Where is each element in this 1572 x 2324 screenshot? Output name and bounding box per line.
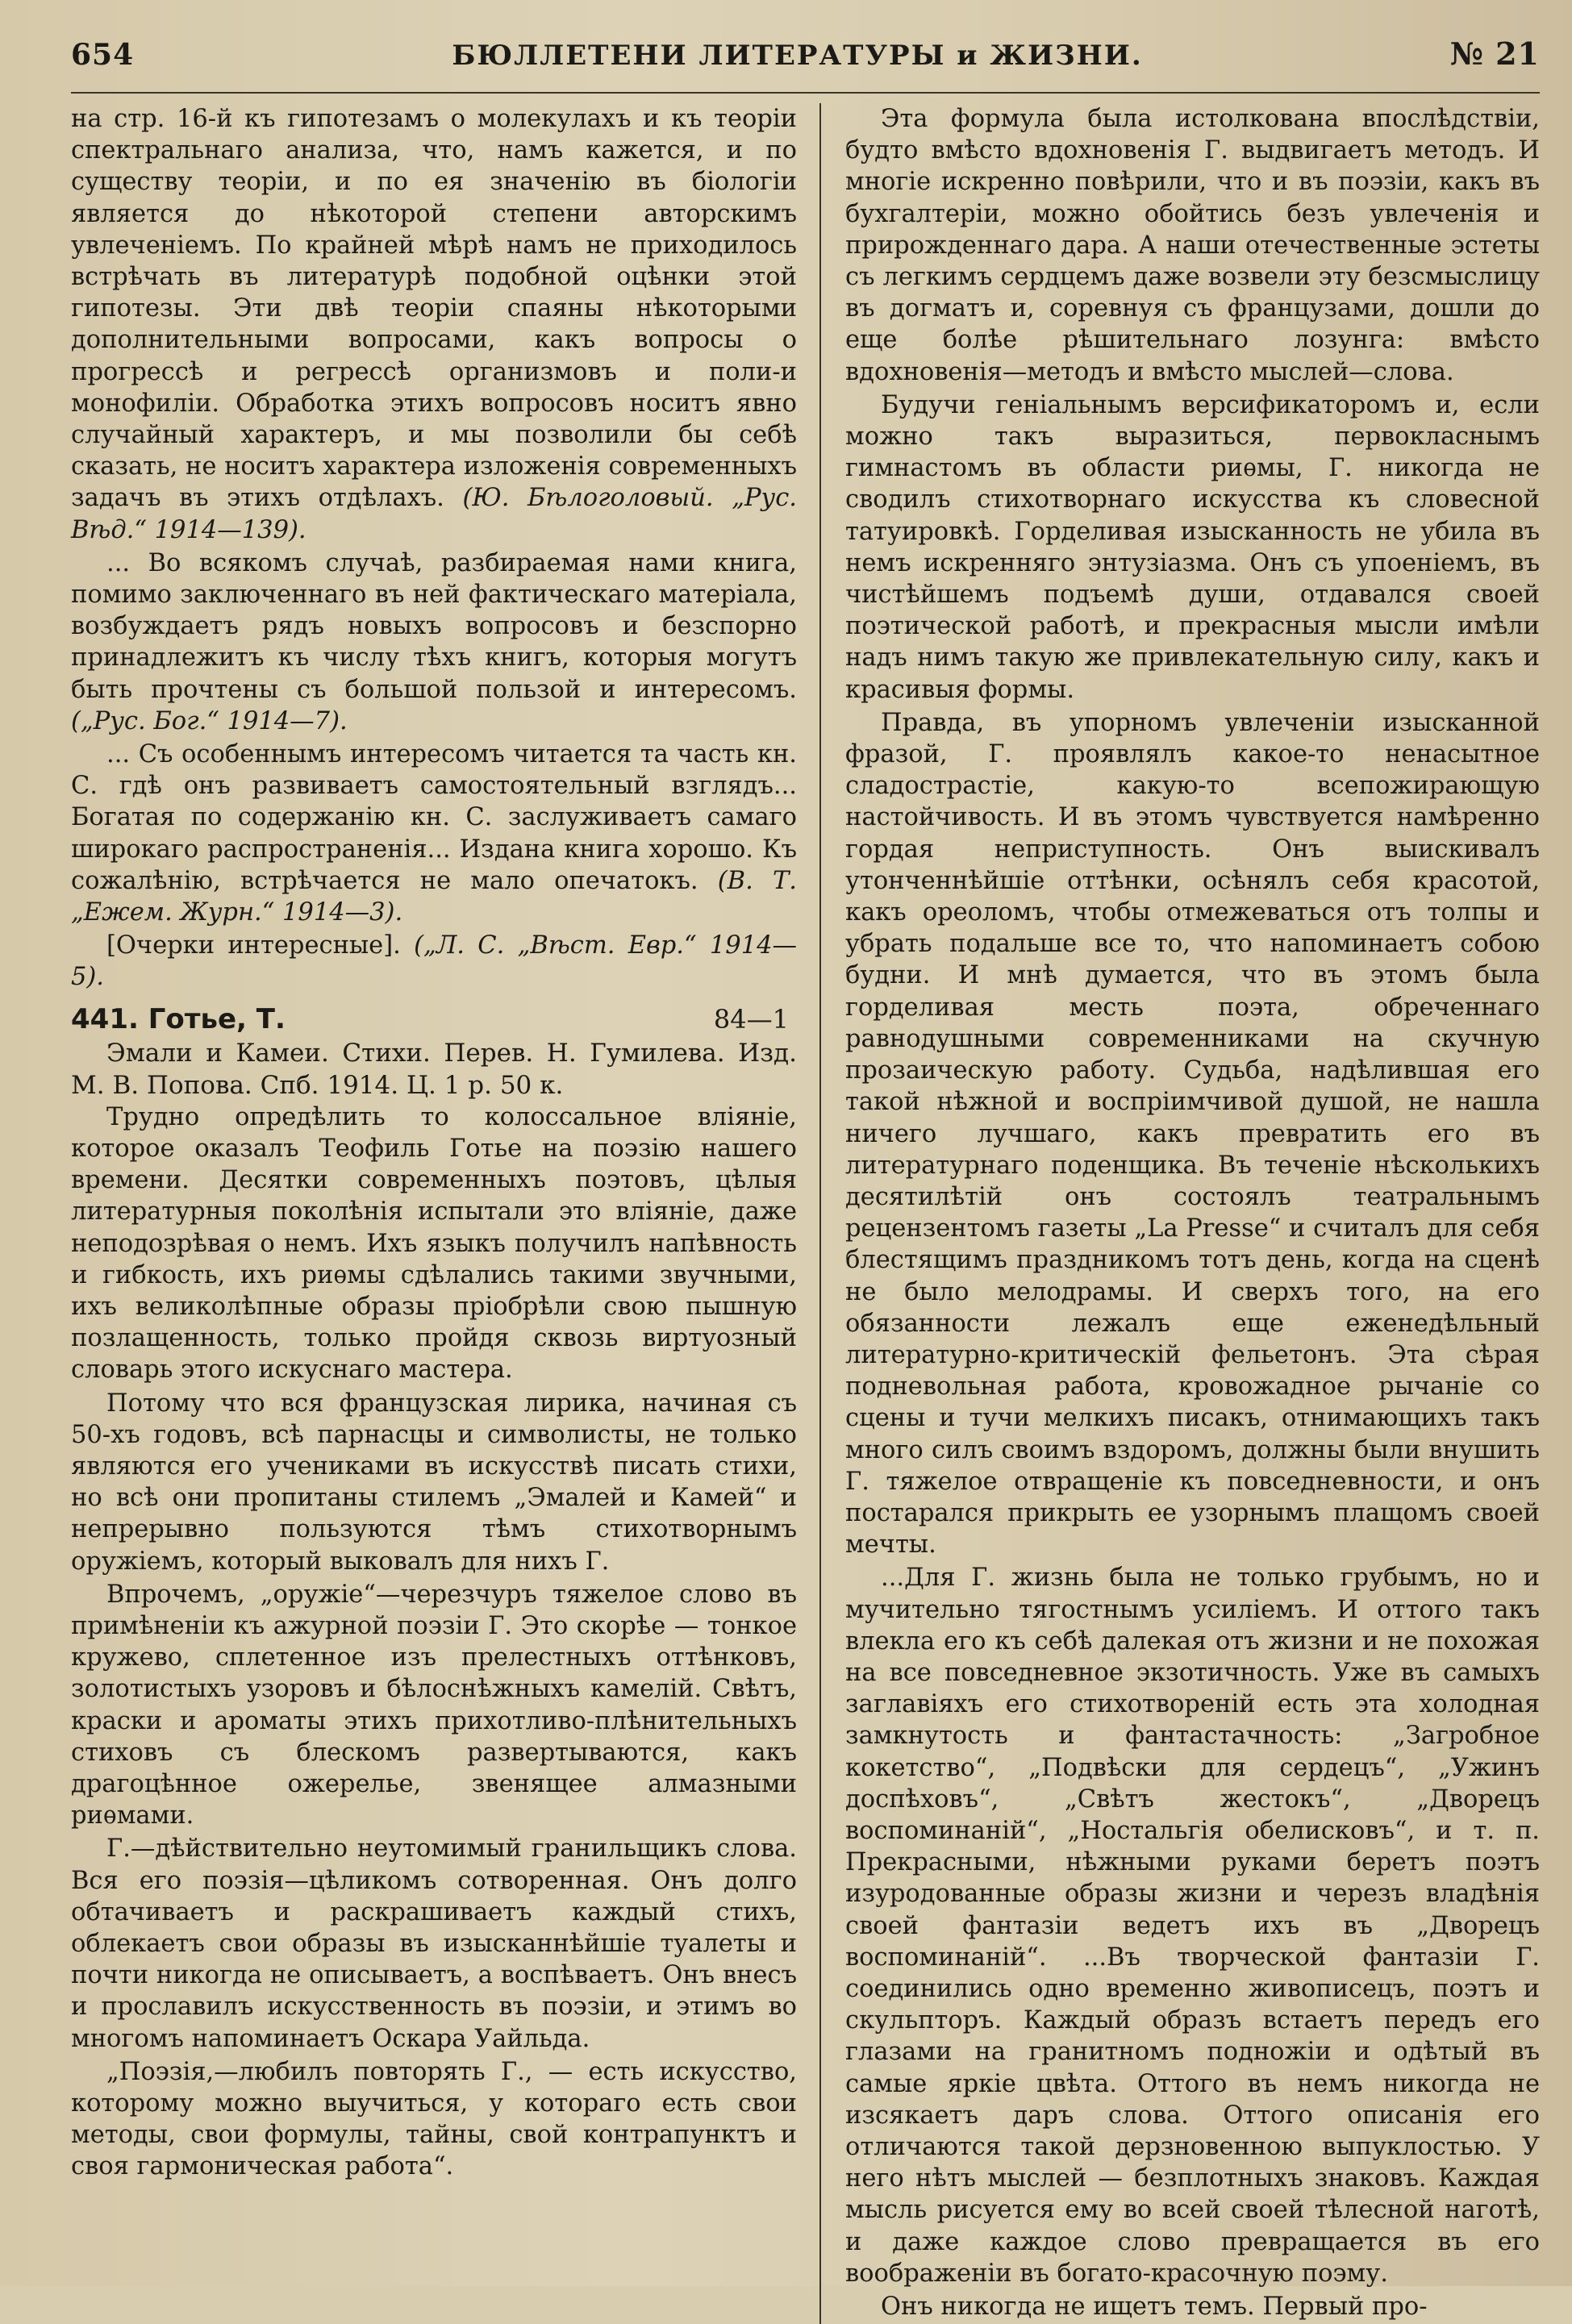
right-column [821,103,1540,2324]
entry-classification-code: 84—1 [713,1003,789,1035]
review-source: („Л. С. „Вѣст. Евр.“ 1914—5). [71,931,797,992]
entry-paragraph: Правда, въ упорномъ увлеченіи изысканной фразой, Г. проявлялъ какое-то ненасытное сладострастіе, какую-то всепожирающую настойчивость. И въ этомъ чувствуется намѣренно гордая неприступность. Онъ выискивалъ утонченнѣйшіе оттѣнки, осѣнялъ себя красотой, какъ ореоломъ, чтобы отмежеваться отъ толпы и убрать подальше все то, что напоминаетъ собою будни. И мнѣ думается, что въ этомъ была горделивая месть поэта, обреченнаго равнодушными современниками на скучную прозаическую работу. Судьба, надѣлившая его такой нѣжной и воспріимчивой душой, не нашла ничего лучшаго, какъ превратить его въ литературнаго поденщика. Въ теченіе нѣсколькихъ десятилѣтій онъ состоялъ театральнымъ рецензентомъ газеты „La Presse“ и считалъ для себя блестящимъ праздникомъ тотъ день, когда на сценѣ не было мелодрамы. И сверхъ того, на его обязанности лежалъ еще еженедѣльный литературно-критическій фельетонъ. Эта сѣрая подневольная работа, кровожадное рычаніе со сцены и тучи мелкихъ писакъ, отнимающихъ такъ много силъ своимъ вздоромъ, должны были внушить Г. тяжелое отвращеніе къ повседневности, и онъ постарался прикрыть ее узорнымъ плащомъ своей мечты. [845,708,1541,1560]
review-source: (Ю. Бѣлоголовый. „Рус. Вѣд.“ 1914—139). [71,484,797,544]
review-paragraph: [Очерки интересные]. („Л. С. „Вѣст. Евр.“ 1914—5). [71,931,797,992]
entry-paragraph: Г.—дѣйствительно неутомимый гранильщикъ слова. Вся его поэзія—цѣликомъ сотворенная. Онъ долго обтачиваетъ и раскрашиваетъ каждый стихъ, облекаетъ свои образы въ изысканнѣйшіе туалеты и почти никогда не описываетъ, а воспѣваетъ. Онъ внесъ и прославилъ искусственность въ поэзіи, и этимъ во многомъ напоминаетъ Оскара Уайльда. [71,1835,797,2053]
entry-paragraph: Трудно опредѣлить то колоссальное вліяніе, которое оказалъ Теофиль Готье на поэзію нашего времени. Десятки современныхъ поэтовъ, цѣлыя литературныя поколѣнія испытали это вліяніе, даже неподозрѣвая о немъ. Ихъ языкъ получилъ напѣвность и гибкость, ихъ риѳмы сдѣлались такими звучными, ихъ великолѣпные образы пріобрѣли свою пышную позлащенность, только пройдя сквозь виртуозный словарь этого искуснаго мастера. [71,1102,797,1385]
entry-paragraph: ...Для Г. жизнь была не только грубымъ, но и мучительно тягостнымъ усиліемъ. И оттого такъ влекла его къ себѣ далекая отъ жизни и не похожая на все повседневное экзотичность. Уже въ самыхъ заглавіяхъ его стихотвореній есть эта холодная замкнутость и фантастачность: „Загробное кокетство“, „Подвѣски для сердецъ“, „Ужинъ доспѣховъ“, „Свѣтъ жестокъ“, „Дворецъ воспоминаній“, „Ностальгія обелисковъ“, и т. п. Прекрасными, нѣжными руками беретъ поэтъ изуродованные образы жизни и черезъ владѣнія своей фантазіи ведетъ ихъ въ „Дворецъ воспоминаній“. ...Въ творческой фантазіи Г. соединились одно временно живописецъ, поэтъ и скульпторъ. Каждый образъ встаетъ передъ его глазами на гранитномъ подножіи и одѣтый въ самые яркіе цвѣта. Оттого въ немъ никогда не изсякаетъ даръ слова. Оттого описанія его отличаются такой дерзновенною выпуклостью. У него нѣтъ мыслей — безплотныхъ знаковъ. Каждая мысль рисуется ему во всей своей тѣлесной наготѣ, и даже каждое слово превращается въ его воображеніи въ богато-красочную поэму. [845,1564,1540,2288]
entry-paragraph: Эта формула была истолкована впослѣдствіи, будто вмѣсто вдохновенія Г. выдвигаетъ методъ. И многіе искренно повѣрили, что и въ поэзіи, какъ въ бухгалтеріи, можно обойтись безъ увлеченія и прирожденнаго дара. А наши отечественные эстеты съ легкимъ сердцемъ даже возвели эту безсмыслицу въ догматъ и, соревнуя съ французами, дошли до еще болѣе рѣшительнаго лозунга: вмѣсто вдохновенія—методъ и вмѣсто мыслей—слова. [845,105,1540,386]
review-paragraph: ... Съ особеннымъ интересомъ читается та часть кн. С. гдѣ онъ развиваетъ самостоятельный взглядъ... Богатая по содержанію кн. С. заслуживаетъ самаго широкаго распространенія... Издана книга хорошо. Къ сожалѣнію, встрѣчается не мало опечатокъ. (В. Т. „Ежем. Журн.“ 1914—3). [71,740,797,927]
left-column [71,103,821,2324]
entry-heading [71,1002,797,1037]
review-source: (В. Т. „Ежем. Журн.“ 1914—3). [71,866,797,927]
entry-bibliography: Эмали и Камеи. Стихи. Перев. Н. Гумилева. Изд. М. В. Попова. Спб. 1914. Ц. 1 р. 50 к. [71,1038,797,1100]
text-columns [71,103,1540,2324]
entry-paragraph: Потому что вся французская лирика, начиная съ 50-хъ годовъ, всѣ парнасцы и символисты, не только являются его учениками въ искусствѣ писать стихи, но всѣ они пропитаны стилемъ „Эмалей и Камей“ и непрерывно пользуются тѣмъ стихотворнымъ оружіемъ, который выковалъ для нихъ Г. [71,1389,797,1576]
entry-paragraph: Будучи геніальнымъ версификаторомъ и, если можно такъ выразиться, первокласнымъ гимнастомъ въ области риѳмы, Г. никогда не сводилъ стихотворнаго искусства къ словесной татуировкѣ. Горделивая изысканность не убила въ немъ искренняго энтузіазма. Онъ съ упоеніемъ, въ чистѣйшемъ подъемѣ души, отдавался своей поэтической работѣ, и прекрасныя мысли имѣли надъ нимъ такую же привлекательную силу, какъ и красивыя формы. [845,390,1540,704]
review-paragraph: на стр. 16-й къ гипотезамъ о молекулахъ и къ теоріи спектральнаго анализа, что, намъ кажется, и по существу теоріи, и по ея значенію въ біологіи является до нѣкоторой степени авторскимъ увлеченіемъ. По крайней мѣрѣ намъ не приходилось встрѣчать въ литературѣ подобной оцѣнки этой гипотезы. Эти двѣ теоріи спаяны нѣкоторыми дополнительными вопросами, какъ вопросы о прогрессѣ и регрессѣ организмовъ и поли-и монофиліи. Обработка этихъ вопросовъ носитъ явно случайный характеръ, и мы позволили бы себѣ сказать, не носитъ характера изложенія современныхъ задачъ въ этихъ отдѣлахъ. (Ю. Бѣлоголовый. „Рус. Вѣд.“ 1914—139). [71,105,797,544]
entry-author: 441. Готье, Т. [71,1002,286,1035]
review-paragraph: ... Во всякомъ случаѣ, разбираемая нами книга, помимо заключеннаго въ ней фактическаго матеріала, возбуждаетъ рядъ новыхъ вопросовъ и безспорно принадлежитъ къ числу тѣхъ книгъ, которыя могутъ быть прочтены съ большой пользой и интересомъ. („Рус. Бог.“ 1914—7). [71,548,797,735]
review-source: („Рус. Бог.“ 1914—7). [71,706,348,735]
issue-number: № 21 [1449,35,1540,72]
journal-title: БЮЛЛЕТЕНИ ЛИТЕРАТУРЫ и ЖИЗНИ. [452,40,1143,72]
entry-paragraph: Впрочемъ, „оружіе“—черезчуръ тяжелое слово въ примѣненіи къ ажурной поэзіи Г. Это скорѣе — тонкое кружево, сплетенное изъ прелестныхъ оттѣнковъ, золотистыхъ узоровъ и бѣлоснѣжныхъ камелій. Свѣтъ, краски и ароматы этихъ прихотливо-плѣнительныхъ стиховъ съ блескомъ развертываются, какъ драгоцѣнное ожерелье, звенящее алмазными риѳмами. [71,1580,797,1830]
entry-paragraph: „Поэзія,—любилъ повторять Г., — есть искусство, которому можно выучиться, у котораго есть свои методы, свои формулы, тайны, свой контрапунктъ и своя гармоническая работа“. [71,2057,797,2181]
header-rule [71,92,1540,94]
page-number: 654 [71,38,135,72]
entry-paragraph: Онъ никогда не ищетъ темъ. Первый про- [881,2293,1428,2322]
running-head [71,35,1540,85]
